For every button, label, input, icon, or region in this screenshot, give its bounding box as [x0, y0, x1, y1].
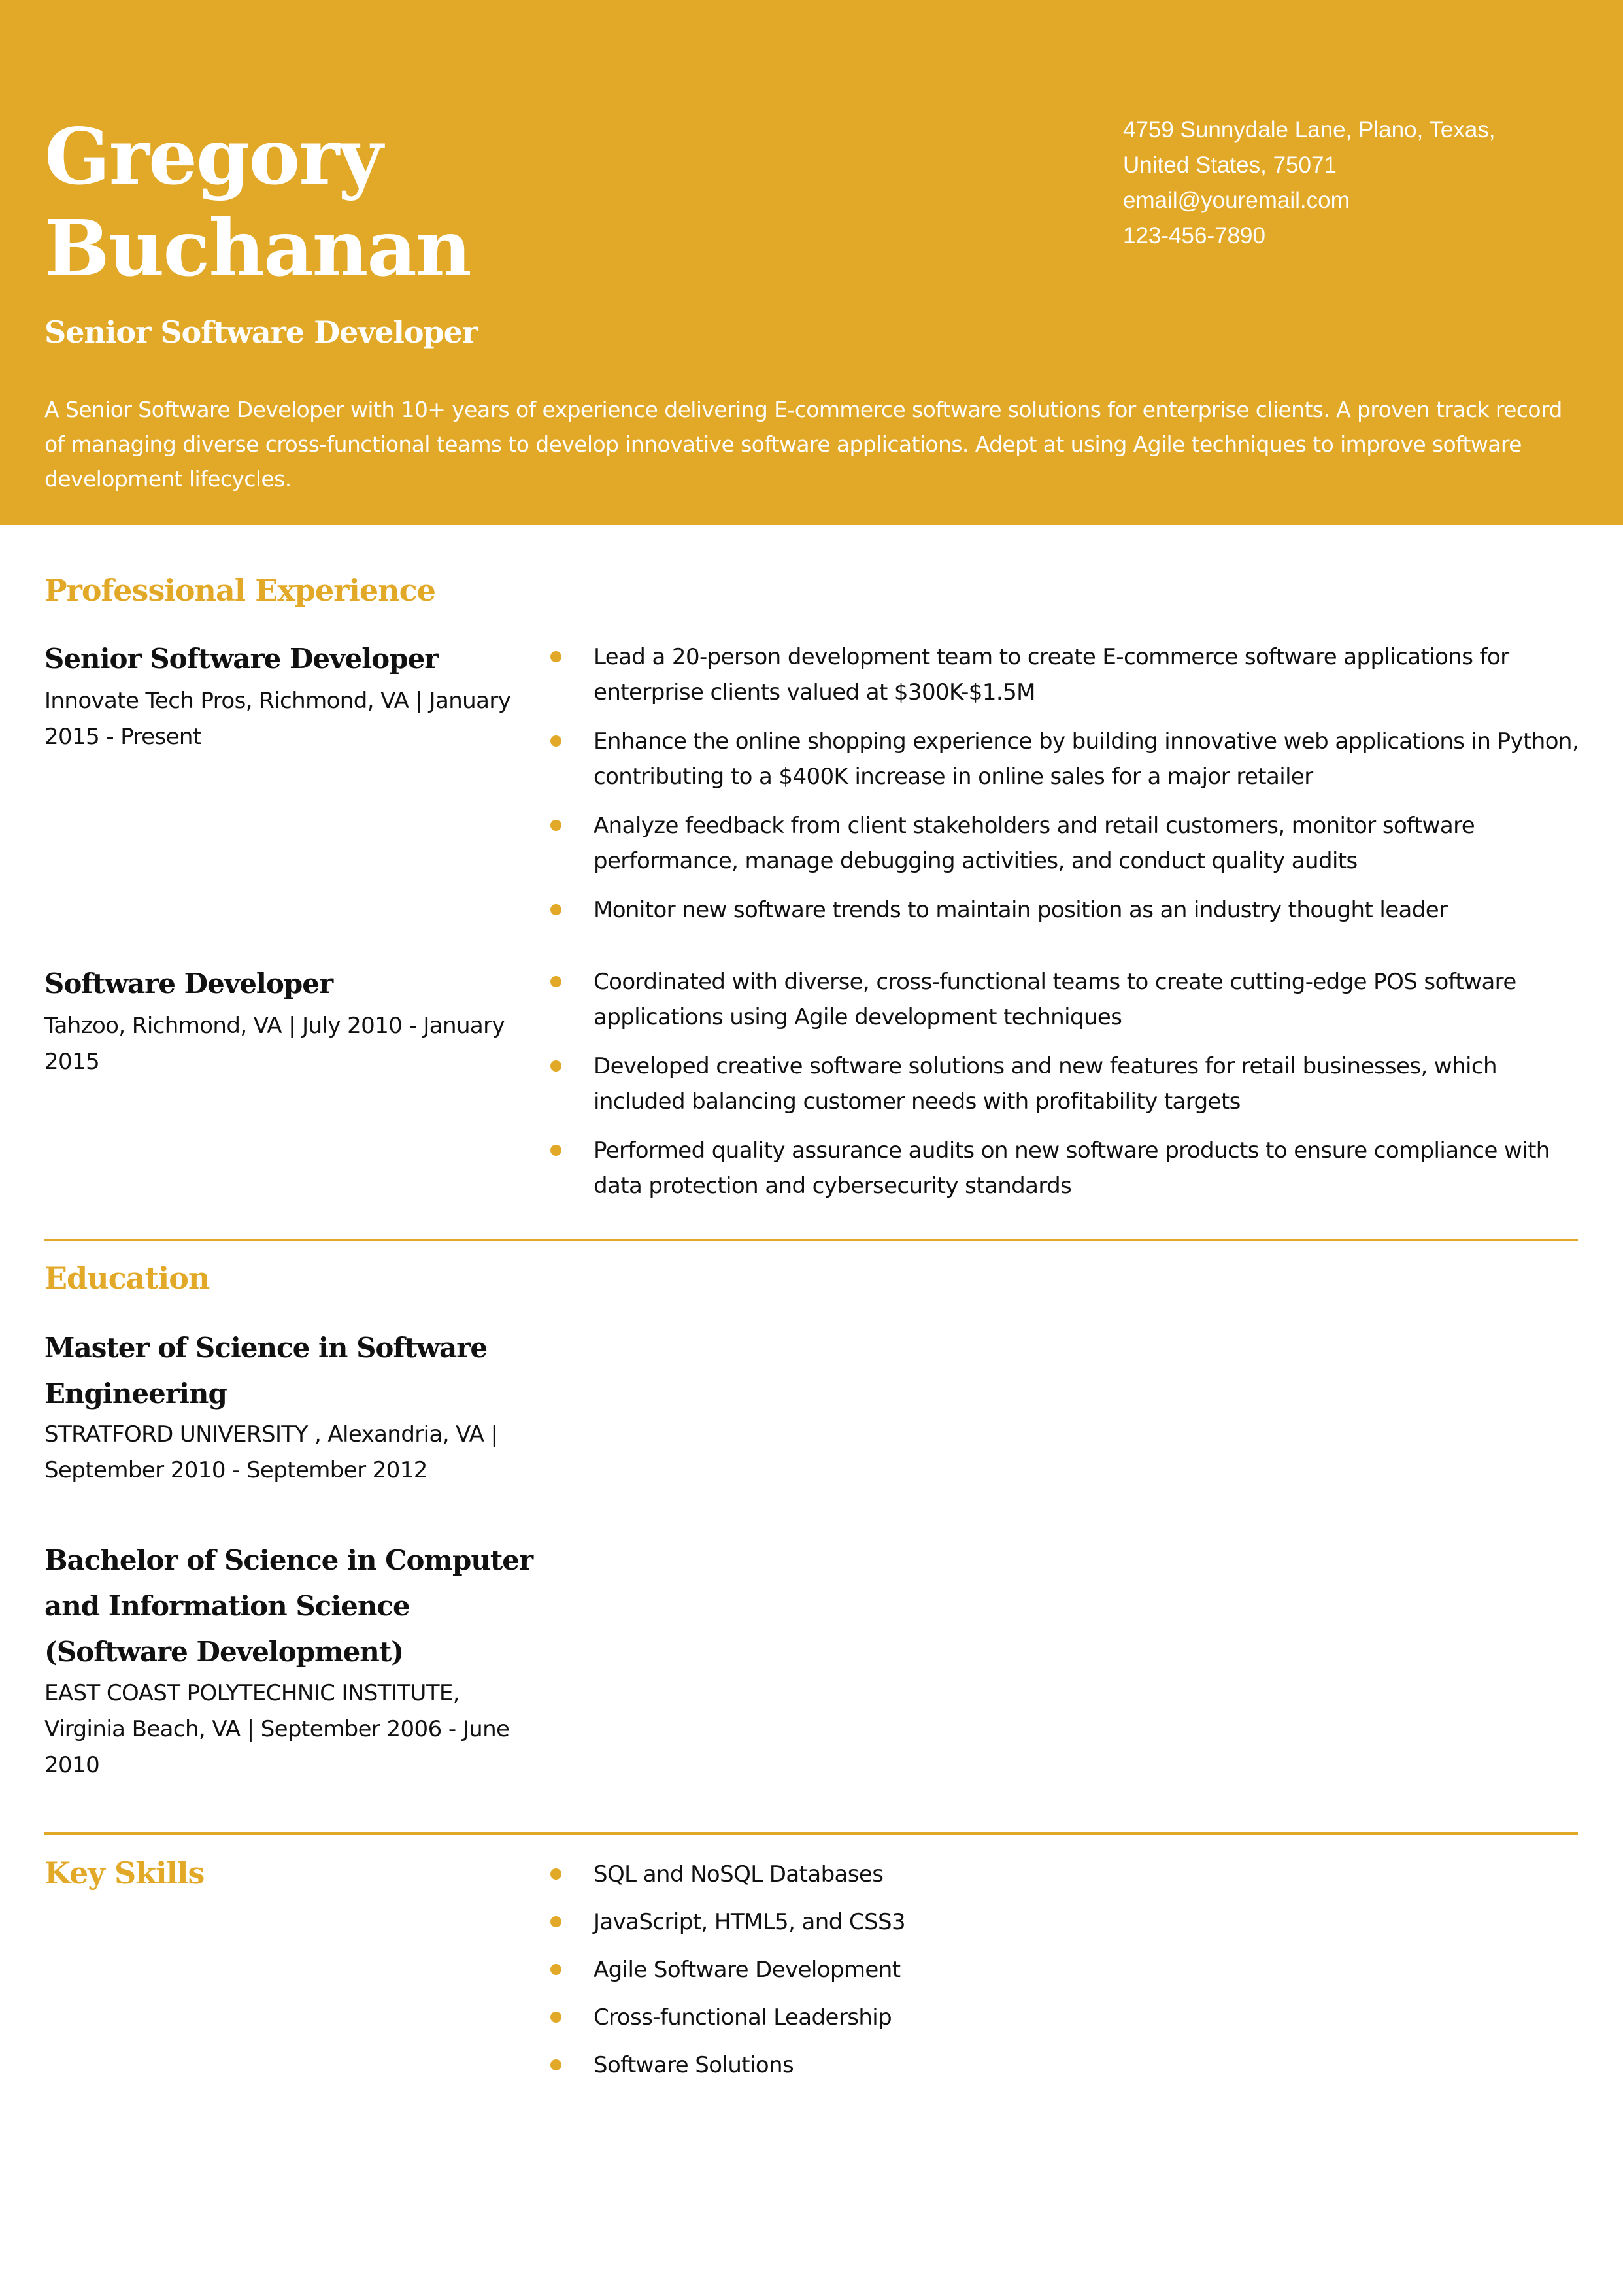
candidate-name	[44, 111, 471, 294]
section-heading-experience: Professional Experience	[44, 573, 435, 608]
skill-item: Software Solutions	[548, 2048, 1581, 2083]
contact-info	[1123, 112, 1496, 254]
job-title: Senior Software Developer	[44, 643, 439, 675]
section-heading-skills: Key Skills	[44, 1855, 205, 1891]
list-item: Enhance the online shopping experience by building innovative web applications in Python, contributing to a $400K increase in online sales for a major retailer	[548, 724, 1581, 794]
job-title: Software Developer	[44, 968, 333, 1000]
list-item: Developed creative software solutions and new features for retail businesses, which included balancing customer needs with profitability targets	[548, 1049, 1581, 1119]
address-line-2: United States, 75071	[1123, 152, 1337, 178]
bullet-dot-icon	[550, 2012, 561, 2023]
list-item: Coordinated with diverse, cross-functional teams to create cutting-edge POS software applications using Agile development techniques	[548, 964, 1581, 1035]
bullet-dot-icon	[550, 735, 561, 747]
bullet-dot-icon	[550, 651, 561, 662]
section-divider	[44, 1832, 1578, 1835]
degree-meta: EAST COAST POLYTECHNIC INSTITUTE, Virginia Beach, VA | September 2006 - June 2010	[44, 1680, 510, 1778]
bullet-dot-icon	[550, 2059, 561, 2070]
bullet-dot-icon	[550, 1964, 561, 1975]
bullet-dot-icon	[550, 1060, 561, 1072]
bullet-dot-icon	[550, 976, 561, 987]
last-name: Buchanan	[44, 203, 471, 294]
bullet-dot-icon	[550, 904, 561, 915]
list-item: Monitor new software trends to maintain position as an industry thought leader	[548, 892, 1581, 928]
skill-item: JavaScript, HTML5, and CSS3	[548, 1904, 1581, 1940]
bullet-dot-icon	[550, 1145, 561, 1156]
list-item: Analyze feedback from client stakeholders and retail customers, monitor software performance, manage debugging activities, and conduct quality audits	[548, 808, 1581, 879]
first-name: Gregory	[44, 111, 382, 202]
section-heading-education: Education	[44, 1260, 210, 1296]
bullet-dot-icon	[550, 1868, 561, 1880]
phone[interactable]: 123-456-7890	[1123, 223, 1265, 248]
list-item: Lead a 20-person development team to create E-commerce software applications for enterprise clients valued at $300K-$1.5M	[548, 639, 1581, 710]
email[interactable]: email@youremail.com	[1123, 188, 1350, 213]
bullet-dot-icon	[550, 1916, 561, 1927]
list-item: Performed quality assurance audits on new software products to ensure compliance with data protection and cybersecurity standards	[548, 1133, 1581, 1204]
job-bullets	[548, 964, 1581, 1217]
candidate-title: Senior Software Developer	[44, 314, 478, 350]
skill-item: SQL and NoSQL Databases	[548, 1857, 1581, 1892]
section-divider	[44, 1239, 1578, 1241]
skill-item: Cross-functional Leadership	[548, 2000, 1581, 2035]
degree-meta: STRATFORD UNIVERSITY , Alexandria, VA | September 2010 - September 2012	[44, 1421, 498, 1483]
address-line-1: 4759 Sunnydale Lane, Plano, Texas,	[1123, 117, 1496, 143]
bullet-dot-icon	[550, 820, 561, 831]
job-meta: Innovate Tech Pros, Richmond, VA | January 2015 - Present	[44, 688, 511, 750]
skill-item: Agile Software Development	[548, 1952, 1581, 1987]
job-meta: Tahzoo, Richmond, VA | July 2010 - January 2015	[44, 1013, 505, 1075]
degree-title: Bachelor of Science in Computer and Information Science (Software Development)	[44, 1544, 533, 1668]
skills-list	[548, 1857, 1581, 2095]
profile-summary: A Senior Software Developer with 10+ years of experience delivering E-commerce software solutions for enterprise clients. A proven track record of managing diverse cross-functional teams to develop innovative software applications. Adept at using Agile techniques to improve software development lifecycles.	[44, 397, 1562, 492]
resume-header	[0, 0, 1623, 525]
degree-title: Master of Science in Software Engineering	[44, 1332, 488, 1410]
job-bullets	[548, 639, 1581, 941]
